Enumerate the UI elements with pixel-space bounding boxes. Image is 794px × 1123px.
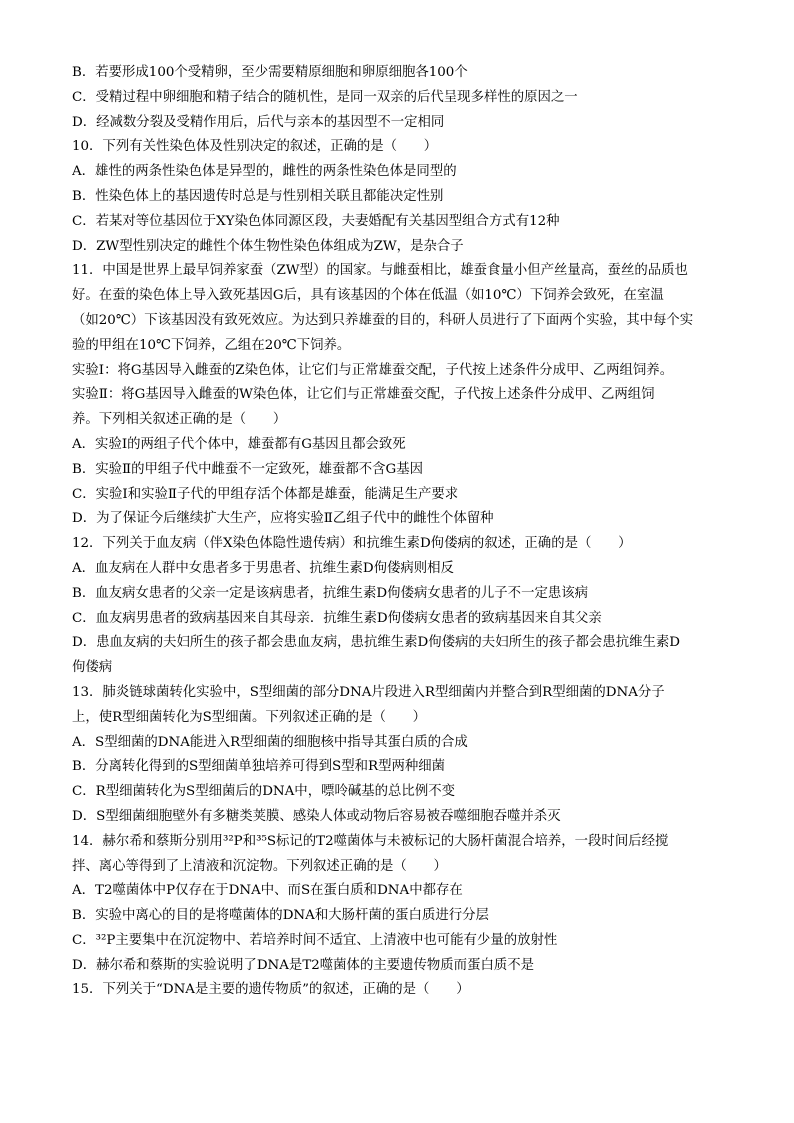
option-line: C．若某对等位基因位于XY染色体同源区段，夫妻婚配有关基因型组合方式有12种: [72, 213, 560, 229]
option-line: A．S型细菌的DNA能进入R型细菌的细胞核中指导其蛋白质的合成: [72, 734, 468, 750]
question-13-stem: 13．肺炎链球菌转化实验中，S型细菌的部分DNA片段进入R型细菌内并整合到R型细菌的DNA分子: [72, 684, 665, 700]
option-line: D．患血友病的夫妇所生的孩子都会患血友病，患抗维生素D佝偻病的夫妇所生的孩子都会患抗维生素D: [72, 635, 681, 651]
option-line: C．实验Ⅰ和实验Ⅱ子代的甲组存活个体都是雄蚕，能满足生产要求: [72, 486, 459, 502]
option-line: A．血友病在人群中女患者多于男患者、抗维生素D佝偻病则相反: [72, 560, 454, 576]
option-line: B．血友病女患者的父亲一定是该病患者，抗维生素D佝偻病女患者的儿子不一定患该病: [72, 585, 589, 601]
question-stem-line: 好。在蚕的染色体上导入致死基因G后，具有该基因的个体在低温（如10℃）下饲养会致死，在室温: [72, 288, 664, 304]
question-stem-line: 拌、离心等得到了上清液和沉淀物。下列叙述正确的是（ ）: [72, 858, 447, 874]
question-12-stem: 12．下列关于血友病（伴X染色体隐性遗传病）和抗维生素D佝偻病的叙述，正确的是（ ）: [72, 536, 632, 552]
option-line: D．经减数分裂及受精作用后，后代与亲本的基因型不一定相同: [72, 114, 445, 130]
question-text: [72, 61, 720, 1003]
question-stem-line: （如20℃）下该基因没有致死效应。为达到只养雄蚕的目的，科研人员进行了下面两个实验，其中每个实: [72, 312, 694, 328]
option-line: D．为了保证今后继续扩大生产，应将实验Ⅱ乙组子代中的雌性个体留种: [72, 511, 494, 527]
option-line: A．T2噬菌体中P仅存在于DNA中、而S在蛋白质和DNA中都存在: [72, 883, 463, 899]
option-line: D．S型细菌细胞壁外有多糖类荚膜、感染人体或动物后容易被吞噬细胞吞噬并杀灭: [72, 808, 561, 824]
question-10-stem: 10．下列有关性染色体及性别决定的叙述，正确的是（ ）: [72, 139, 438, 155]
option-line: 佝偻病: [72, 660, 113, 676]
question-stem-line: 验的甲组在10℃下饲养，乙组在20℃下饲养。: [72, 337, 351, 353]
option-line: A．雄性的两条性染色体是异型的，雌性的两条性染色体是同型的: [72, 164, 457, 180]
question-stem-line: 养。下列相关叙述正确的是（ ）: [72, 412, 287, 428]
option-line: D．赫尔希和蔡斯的实验说明了DNA是T2噬菌体的主要遗传物质而蛋白质不是: [72, 957, 535, 973]
experiment-1-line: 实验Ⅰ：将G基因导入雌蚕的Z染色体，让它们与正常雄蚕交配，子代按上述条件分成甲、乙两组饲养。: [72, 362, 674, 378]
option-line: B．实验Ⅱ的甲组子代中雌蚕不一定致死，雄蚕都不含G基因: [72, 461, 424, 477]
option-line: B．性染色体上的基因遗传时总是与性别相关联且都能决定性别: [72, 188, 444, 204]
option-line: B．若要形成100个受精卵，至少需要精原细胞和卵原细胞各100个: [72, 65, 468, 80]
option-line: C．血友病男患者的致病基因来自其母亲．抗维生素D佝偻病女患者的致病基因来自其父亲: [72, 610, 602, 626]
option-line: A．实验Ⅰ的两组子代个体中，雄蚕都有G基因且都会致死: [72, 436, 406, 452]
option-line: C．³²P主要集中在沉淀物中、若培养时间不适宜、上清液中也可能有少量的放射性: [72, 932, 558, 948]
option-line: B．分离转化得到的S型细菌单独培养可得到S型和R型两种细菌: [72, 759, 446, 775]
question-stem-line: 上，使R型细菌转化为S型细菌。下列叙述正确的是（ ）: [72, 709, 427, 725]
option-line: D．ZW型性别决定的雌性个体生物性染色体组成为ZW，是杂合子: [72, 238, 464, 254]
question-11-stem: 11．中国是世界上最早饲养家蚕（ZW型）的国家。与雌蚕相比，雄蚕食量小但产丝量高，蚕丝的品质也: [72, 263, 688, 279]
option-line: C．R型细菌转化为S型细菌后的DNA中，嘌呤碱基的总比例不变: [72, 784, 455, 800]
option-line: C．受精过程中卵细胞和精子结合的随机性，是同一双亲的后代呈现多样性的原因之一: [72, 89, 578, 105]
question-15-stem: 15．下列关于“DNA是主要的遗传物质”的叙述，正确的是（ ）: [72, 982, 470, 998]
question-14-stem: 14．赫尔希和蔡斯分别用³²P和³⁵S标记的T2噬菌体与未被标记的大肠杆菌混合培养，一段时间后经搅: [72, 833, 669, 849]
experiment-2-line: 实验Ⅱ：将G基因导入雌蚕的W染色体，让它们与正常雄蚕交配，子代按上述条件分成甲、乙两组饲: [72, 387, 655, 403]
option-line: B．实验中离心的目的是将噬菌体的DNA和大肠杆菌的蛋白质进行分层: [72, 908, 489, 924]
